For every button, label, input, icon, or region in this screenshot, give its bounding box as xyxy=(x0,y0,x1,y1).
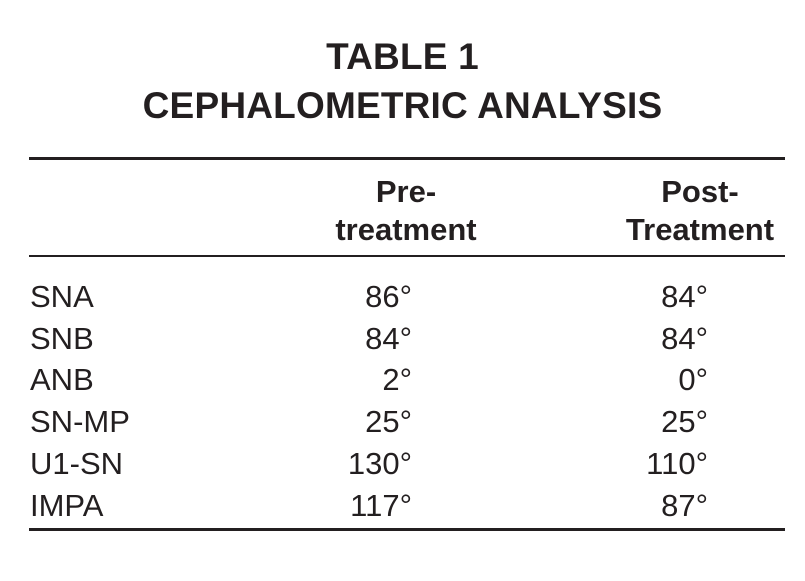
table-row xyxy=(0,485,805,527)
table-row xyxy=(0,318,805,360)
row-label: SNA xyxy=(30,279,94,314)
post-treatment-value: 87° xyxy=(661,488,708,523)
post-treatment-value: 25° xyxy=(661,404,708,439)
column-header-pre-treatment xyxy=(306,173,506,249)
table-row xyxy=(0,443,805,485)
pre-treatment-value: 25° xyxy=(365,404,412,439)
pre-treatment-value: 130° xyxy=(347,446,412,481)
table-row xyxy=(0,276,805,318)
column-header-line: Treatment xyxy=(625,212,775,247)
header-rule xyxy=(29,255,785,257)
table-row xyxy=(0,401,805,443)
top-rule xyxy=(29,157,785,160)
post-treatment-value: 84° xyxy=(661,279,708,314)
column-header-line: Pre- xyxy=(375,174,437,209)
table-title-caption: CEPHALOMETRIC ANALYSIS xyxy=(142,85,663,126)
table-title-number: TABLE 1 xyxy=(326,36,479,77)
row-label: ANB xyxy=(30,362,94,397)
row-label: SN-MP xyxy=(30,404,130,439)
column-header-post-treatment xyxy=(600,173,800,249)
row-label: IMPA xyxy=(30,488,104,523)
column-header-line: Post- xyxy=(661,174,739,209)
post-treatment-value: 84° xyxy=(661,321,708,356)
column-header-line: treatment xyxy=(335,212,477,247)
post-treatment-value: 0° xyxy=(678,362,708,397)
pre-treatment-value: 86° xyxy=(365,279,412,314)
pre-treatment-value: 2° xyxy=(382,362,412,397)
row-label: SNB xyxy=(30,321,94,356)
row-label: U1-SN xyxy=(30,446,124,481)
pre-treatment-value: 84° xyxy=(365,321,412,356)
table-row xyxy=(0,359,805,401)
post-treatment-value: 110° xyxy=(646,446,708,481)
pre-treatment-value: 117° xyxy=(350,488,412,523)
bottom-rule xyxy=(29,528,785,531)
